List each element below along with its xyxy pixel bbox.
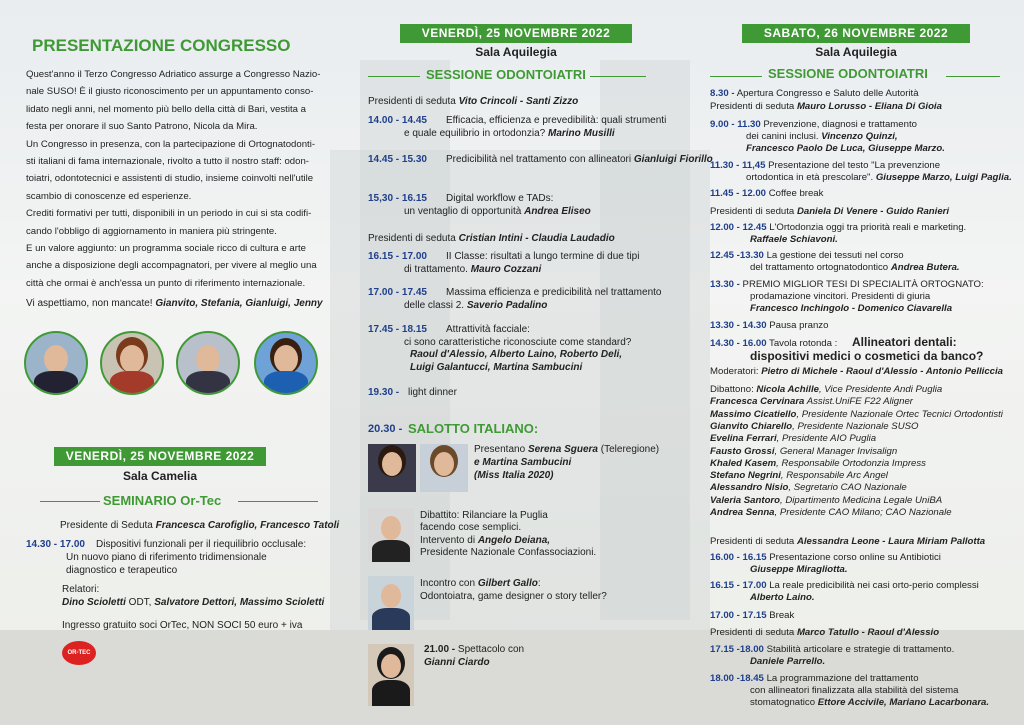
speaker-name: Raoul d'Alessio, Alberto Laino, Roberto Deli,: [410, 349, 623, 360]
time: 13.30 -: [710, 279, 740, 290]
debater-role: , General Manager Invisalign: [774, 445, 898, 457]
right-text: La gestione dei tessuti nel corso: [766, 250, 904, 261]
debater-line: [710, 495, 942, 507]
right-text: del trattamento ortognatodontico: [750, 262, 889, 273]
program-time: 17.00 - 17.45: [368, 287, 427, 298]
program-line-text: Attrattività facciale:: [446, 324, 530, 335]
left-relatori-names: Dino Scioletti ODT, Salvatore Dettori, Massimo Scioletti: [62, 597, 325, 608]
names: Giuseppe Marzo, Luigi Paglia.: [875, 172, 1012, 183]
left-day-banner: VENERDÌ, 25 NOVEMBRE 2022: [54, 447, 266, 466]
presentation-line: sti italiani di fama internazionale, rivolto a tutto il nostro staff: odon-: [26, 156, 309, 168]
debater-name: Fausto Grossi: [710, 445, 775, 457]
right-line: [746, 143, 945, 155]
program-line: [446, 287, 661, 299]
time: 17.00 - 17.15: [710, 610, 767, 621]
presentation-line: cando l'obbligo di aggiornamento in maniera più stringente.: [26, 225, 277, 237]
debater-name: Stefano Negrini: [710, 470, 781, 482]
presenters-line1: Presentano Serena Sguera (Teleregione): [474, 444, 660, 455]
right-text: PREMIO MIGLIOR TESI DI SPECIALITÀ ORTOGNATO:: [742, 279, 984, 290]
right-line: [710, 580, 979, 592]
program-time: 14.45 - 15.30: [368, 154, 427, 165]
debater-role: , Vice Presidente Andi Puglia: [818, 384, 943, 395]
time: 13.30 - 14.30: [710, 320, 767, 331]
spettacolo-name: Gianni Ciardo: [424, 657, 490, 668]
right-line: [750, 564, 848, 576]
right-line: [710, 160, 940, 172]
names: Alberto Laino.: [750, 592, 815, 603]
presentation-line: festa per onorare il suo Santo Patrono, Nicola da Mira.: [26, 121, 258, 133]
debater-line: [710, 507, 952, 519]
left-presidents: Presidente di Seduta Francesca Carofiglio, Francesco Tatoli: [60, 520, 340, 531]
debate-line3: Intervento di Angelo Deiana,: [420, 535, 551, 546]
right-line: [710, 119, 917, 131]
right-text: Presentazione corso online su Antibiotici: [769, 552, 941, 563]
dinner-label: light dinner: [408, 387, 457, 398]
debater-line: [710, 433, 876, 445]
program-line-text: un ventaglio di opportunità: [404, 205, 522, 217]
right-text: L'Ortodonzia oggi tra priorità reali e marketing.: [769, 222, 967, 233]
time: 12.00 - 12.45: [710, 222, 767, 233]
right-line: [710, 644, 954, 656]
debater-line: [710, 396, 913, 408]
debate-line2: facendo cose semplici.: [420, 522, 522, 533]
presentation-line: scambio di conoscenze ed esperienze.: [26, 190, 192, 202]
program-line: [404, 264, 541, 276]
left-session-line-b: [238, 501, 318, 502]
time: 11.45 - 12.00: [710, 188, 767, 199]
right-line: [750, 291, 930, 303]
program-time: 17.45 - 18.15: [368, 324, 427, 335]
right-text: Tavola rotonda :: [769, 338, 838, 349]
right-line: [710, 101, 942, 113]
presenters-line3: (Miss Italia 2020): [474, 470, 554, 481]
mid-session-title: SESSIONE ODONTOIATRI: [426, 67, 586, 82]
roundtable-title-2: dispositivi medici o cosmetici da banco?: [750, 349, 984, 363]
debater-line: [710, 384, 942, 396]
right-line: [750, 234, 838, 246]
time: 11.30 - 11,45: [710, 160, 766, 171]
mid-room: Sala Aquilegia: [475, 45, 557, 59]
signature: Vi aspettiamo, non mancate! Gianvito, Stefania, Gianluigi, Jenny: [26, 298, 323, 309]
speaker-name: Luigi Galantucci, Martina Sambucini: [410, 361, 583, 373]
speaker-name: Saverio Padalino: [466, 299, 548, 311]
right-text: prodamazione vincitori. Presidenti di giuria: [750, 291, 931, 302]
names: Alessandra Leone - Laura Miriam Pallotta: [796, 536, 986, 547]
right-text: Coffee break: [768, 188, 824, 199]
debater-line: [710, 409, 1003, 421]
debater-name: Nicola Achille: [756, 384, 819, 395]
left-relatori-label: Relatori:: [62, 584, 100, 595]
right-session-title: SESSIONE ODONTOIATRI: [768, 66, 928, 81]
program-time: 15,30 - 16.15: [368, 193, 427, 204]
right-line: [710, 250, 904, 262]
right-line: [710, 366, 1003, 378]
right-text: dei canini inclusi.: [746, 131, 819, 142]
right-line: [750, 697, 989, 709]
debater-role: , Presidente Nazionale SUSO: [792, 420, 919, 432]
right-line: [750, 303, 952, 315]
left-slot-line1: Dispositivi funzionali per il riequilibrio occlusale:: [96, 539, 307, 550]
program-line: [446, 324, 530, 336]
presentation-line: Crediti formativi per tutti, disponibili in un periodo in cui si sta codifi-: [26, 208, 312, 220]
mid-presidents-2: Presidenti di seduta Cristian Intini - Claudia Laudadio: [368, 233, 615, 244]
program-line: [446, 154, 713, 166]
spettacolo-line: 21.00 - Spettacolo con: [424, 644, 525, 655]
right-text: Prevenzione, diagnosi e trattamento: [763, 119, 917, 130]
names: Mauro Lorusso - Eliana Di Gioia: [796, 101, 942, 112]
right-line: [710, 222, 966, 234]
speaker-name: Marino Musilli: [548, 127, 615, 139]
time: 17.15 -18.00: [710, 644, 764, 655]
right-line: [750, 592, 815, 604]
program-time: 16.15 - 17.00: [368, 251, 427, 262]
right-line: [710, 279, 984, 291]
program-line: [404, 300, 547, 312]
debater-name: Alessandro Nisio: [710, 482, 789, 494]
time: 9.00 - 11.30: [710, 119, 761, 130]
right-text: con allineatori finalizzata alla stabilità del sistema: [750, 685, 959, 696]
debater-line: [710, 482, 907, 494]
right-session-line-a: [710, 76, 762, 77]
gallo-photo: [368, 576, 414, 630]
program-line-text: Predicibilità nel trattamento con allineatori: [446, 154, 632, 165]
right-line: [710, 673, 919, 685]
names: Pietro di Michele - Raoul d'Alessio - Antonio Pelliccia: [761, 366, 1004, 377]
debate-line1: Dibattito: Rilanciare la Puglia: [420, 510, 548, 521]
presentation-line: anche a disposizione degli accompagnatori, per vivere al meglio una: [26, 260, 317, 272]
program-line-text: di trattamento.: [404, 263, 468, 275]
mid-day-banner: VENERDÌ, 25 NOVEMBRE 2022: [400, 24, 632, 43]
debater-name: Valeria Santoro: [710, 494, 781, 506]
debater-name: Khaled Kasem: [710, 457, 777, 469]
debater-role: , Presidente CAO Milano; CAO Nazionale: [774, 507, 952, 518]
program-line-text: Massima efficienza e predicibilità nel trattamento: [446, 287, 662, 298]
deiana-photo: [368, 508, 414, 562]
presentation-line: Quest'anno il Terzo Congresso Adriatico assurge a Congresso Nazio-: [26, 69, 321, 80]
presentation-line: città che ormai è anch'essa un punto di riferimento internazionale.: [26, 277, 306, 289]
right-text: Presidenti di seduta: [710, 101, 795, 112]
left-session-line-a: [40, 501, 100, 502]
right-day-banner: SABATO, 26 NOVEMBRE 2022: [742, 24, 970, 43]
right-line: [710, 627, 939, 639]
debater-role: , Presidente Nazionale Ortec Tecnici Ortodontisti: [796, 408, 1003, 420]
left-slot-time: 14.30 - 17.00: [26, 539, 85, 550]
debater-name: Andrea Senna: [710, 507, 775, 518]
speaker-name: Gianluigi Fiorillo: [633, 154, 713, 165]
presentation-line: Un Congresso in presenza, con la partecipazione di Ortognatodonti-: [26, 138, 316, 150]
left-slot-line3: diagnostico e terapeutico: [66, 565, 178, 576]
names: Vincenzo Quinzi,: [821, 131, 898, 142]
ortec-logo: OR-TEC: [62, 641, 96, 665]
names: Marco Tatullo - Raoul d'Alessio: [796, 627, 940, 638]
right-line: [710, 188, 823, 200]
names: Giuseppe Miragliotta.: [750, 564, 848, 575]
incontro-line1: Incontro con Gilbert Gallo:: [420, 578, 541, 589]
presenters-line2: e Martina Sambucini: [474, 457, 572, 468]
left-room: Sala Camelia: [122, 469, 198, 483]
program-line-text: ci sono caratteristiche riconosciute come standard?: [404, 336, 632, 348]
salotto-title: SALOTTO ITALIANO:: [408, 421, 539, 436]
mid-session-line-b: [590, 76, 646, 77]
right-room: Sala Aquilegia: [815, 45, 897, 59]
program-line-text: Efficacia, efficienza e prevedibilità: quali strumenti: [446, 115, 667, 126]
presentation-line: lidato negli anni, nel momento più bello della città di Bari, vestita a: [26, 103, 306, 115]
mid-session-line-a: [368, 76, 420, 77]
left-ingresso: Ingresso gratuito soci OrTec, NON SOCI 50 euro + iva: [62, 620, 303, 631]
debater-name: Evelina Ferrari: [710, 433, 777, 445]
names: Francesco Paolo De Luca, Giuseppe Marzo.: [746, 143, 945, 154]
names: Ettore Accivile, Mariano Lacarbonara.: [817, 697, 990, 708]
presentation-title: PRESENTAZIONE CONGRESSO: [32, 36, 291, 55]
debater-name: Francesca Cervinara: [710, 396, 805, 408]
right-text: Presentazione del testo "La prevenzione: [768, 160, 941, 171]
left-session-title: SEMINARIO Or-Tec: [103, 493, 222, 508]
right-text: Stabilità articolare e strategie di trattamento.: [766, 644, 955, 655]
program-line: [446, 251, 639, 263]
right-line: [746, 172, 1012, 184]
program-line: [404, 337, 631, 349]
ciardo-photo: [368, 644, 414, 706]
program-line-text: II Classe: risultati a lungo termine di due tipi: [446, 251, 640, 262]
right-line: [710, 320, 828, 332]
names: Francesco Inchingolo - Domenico Ciavarella: [750, 303, 953, 314]
right-line: [710, 206, 949, 218]
right-text: Break: [769, 610, 795, 621]
debater-label: Dibattono:: [710, 384, 754, 395]
program-line: [404, 128, 615, 140]
debater-name: Massimo Cicatiello: [710, 408, 797, 420]
program-line: [446, 193, 553, 205]
time: 16.15 - 17.00: [710, 580, 767, 591]
incontro-line2: Odontoiatra, game designer o story teller?: [420, 591, 607, 602]
presentation-text: [26, 66, 336, 292]
right-text: Apertura Congresso e Saluto delle Autorità: [736, 88, 919, 99]
right-line: [746, 131, 898, 143]
left-slot-line2: Un nuovo piano di riferimento tridimensionale: [66, 552, 267, 563]
right-line: [750, 262, 960, 274]
program-line-text: delle classi 2.: [404, 299, 465, 311]
dinner-time: 19.30 -: [368, 387, 400, 398]
program-time: 14.00 - 14.45: [368, 115, 427, 126]
presenter-photo-1: [368, 444, 416, 492]
right-text: La programmazione del trattamento: [766, 673, 919, 684]
program-line-text: e quale equilibrio in ortodonzia?: [404, 127, 546, 139]
right-text: Presidenti di seduta: [710, 536, 795, 547]
presentation-line: toiatri, odontotecnici e assistenti di studio, insieme coinvolti nell'utile: [26, 173, 314, 185]
right-line: [710, 536, 985, 548]
mid-presidents-1: Presidenti di seduta Vito Crincoli - Santi Zizzo: [368, 96, 579, 107]
debater-line: [710, 446, 897, 458]
debater-role: , Dipartimento Medicina Legale UniBA: [780, 494, 943, 506]
debater-role: , Segretario CAO Nazionale: [788, 482, 907, 494]
debater-line: [710, 421, 919, 433]
right-text: Presidenti di seduta: [710, 627, 795, 638]
speaker-name: Andrea Eliseo: [524, 205, 591, 217]
names: Raffaele Schiavoni.: [750, 234, 838, 245]
time: 12.45 -13.30: [710, 250, 764, 261]
organizer-photo-2: [100, 331, 164, 395]
organizer-photo-4: [254, 331, 318, 395]
right-text: Presidenti di seduta: [710, 206, 795, 217]
presenter-photo-2: [420, 444, 468, 492]
presentation-line: nale SUSO! È il giusto riconoscimento per un appuntamento conso-: [26, 86, 314, 98]
salotto-time: 20.30 -: [368, 423, 403, 435]
debater-name: Gianvito Chiarello: [710, 420, 793, 432]
debater-role: , Presidente AIO Puglia: [776, 433, 877, 445]
time: 14.30 - 16.00: [710, 338, 767, 349]
names: Daniele Parrello.: [750, 656, 826, 667]
program-line: [446, 115, 666, 127]
program-line: [404, 206, 591, 218]
debater-role: , Responsabile Arc Angel: [780, 470, 888, 482]
speaker-name: Mauro Cozzani: [470, 263, 542, 275]
debater-line: [710, 458, 926, 470]
right-text: Pausa pranzo: [769, 320, 829, 331]
time: 8.30 -: [710, 88, 735, 99]
right-text: La reale predicibilità nei casi orto-perio complessi: [769, 580, 979, 591]
names: Andrea Butera.: [890, 262, 960, 273]
right-line: [710, 88, 919, 100]
right-session-line-b: [946, 76, 1000, 77]
right-text: Moderatori:: [710, 366, 759, 377]
program-line-text: Digital workflow e TADs:: [446, 193, 554, 204]
time: 18.00 -18.45: [710, 673, 764, 684]
right-line: [750, 656, 825, 668]
right-line: [710, 610, 794, 622]
right-line: [750, 685, 959, 697]
right-line: [710, 552, 941, 564]
right-text: stomatognatico: [750, 697, 816, 708]
right-text: ortodontica in età prescolare".: [746, 172, 874, 183]
roundtable-title-1: Allineatori dentali:: [852, 335, 957, 349]
debater-role: Assist.UniFE F22 Aligner: [804, 396, 913, 408]
names: Daniela Di Venere - Guido Ranieri: [796, 206, 950, 217]
debater-role: , Responsabile Ortodonzia Impress: [776, 457, 926, 469]
presentation-line: E un valore aggiunto: un programma sociale ricco di cultura e arte: [26, 243, 306, 255]
debate-line4: Presidente Nazionale Confassociazioni.: [420, 547, 597, 558]
organizer-photo-3: [176, 331, 240, 395]
time: 16.00 - 16.15: [710, 552, 767, 563]
debater-line: [710, 470, 888, 482]
organizer-photo-1: [24, 331, 88, 395]
